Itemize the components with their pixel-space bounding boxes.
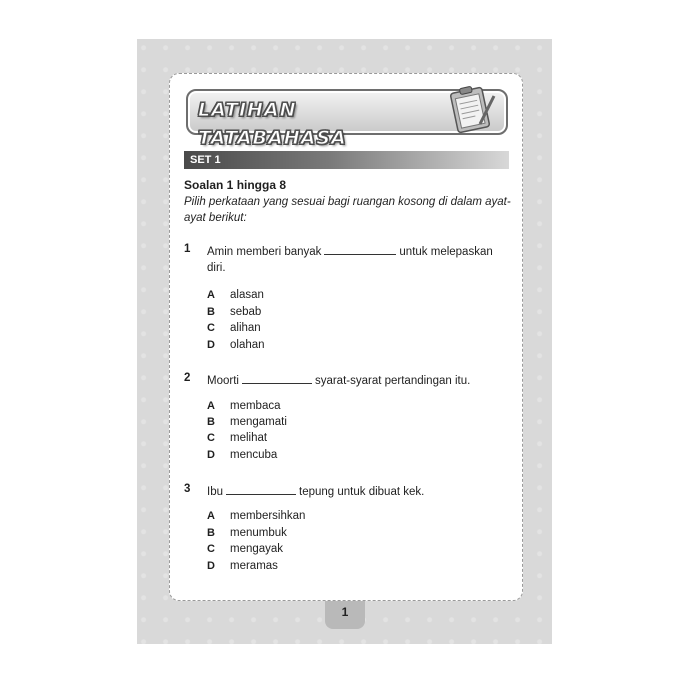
option-text: alasan: [230, 289, 264, 301]
question-text: [207, 243, 512, 276]
option-letter: C: [207, 432, 215, 444]
set-label: SET 1: [190, 154, 221, 166]
section-title: Soalan 1 hingga 8: [184, 178, 287, 192]
question-text-before: Amin memberi banyak: [207, 246, 322, 258]
option-text: olahan: [230, 339, 265, 351]
page-number: 1: [341, 605, 349, 619]
set-header-bar: [184, 151, 509, 169]
option-letter: D: [207, 339, 215, 351]
option-letter: C: [207, 543, 215, 555]
clipboard-icon: [440, 84, 500, 136]
option-text: menumbuk: [230, 527, 287, 539]
question-text: [207, 372, 512, 389]
page-title: LATIHAN TATABAHASA: [198, 99, 347, 149]
option-letter: D: [207, 560, 215, 572]
option-text: membaca: [230, 400, 281, 412]
option-letter: B: [207, 416, 215, 428]
option-letter: B: [207, 306, 215, 318]
option-text: mengamati: [230, 416, 287, 428]
section-instruction: Pilih perkataan yang sesuai bagi ruangan kosong di dalam ayat-ayat berikut:: [184, 196, 511, 224]
answer-blank: [242, 372, 312, 384]
option-letter: A: [207, 510, 215, 522]
question-number: 2: [184, 372, 191, 384]
option-letter: A: [207, 289, 215, 301]
option-text: sebab: [230, 306, 262, 318]
option-letter: B: [207, 527, 215, 539]
option-text: meramas: [230, 560, 278, 572]
option-text: mengayak: [230, 543, 284, 555]
question-number: 1: [184, 243, 191, 255]
question-text-before: Ibu: [207, 486, 223, 498]
option-letter: A: [207, 400, 215, 412]
option-letter: D: [207, 449, 215, 461]
question-number: 3: [184, 483, 191, 495]
question-text-line2: diri.: [207, 262, 226, 274]
option-text: mencuba: [230, 449, 278, 461]
option-text: membersihkan: [230, 510, 306, 522]
question-text-after: syarat-syarat pertandingan itu.: [314, 375, 471, 387]
option-text: melihat: [230, 432, 268, 444]
question-text: [207, 483, 512, 500]
answer-blank: [226, 483, 296, 495]
option-letter: C: [207, 322, 215, 334]
answer-blank: [324, 243, 396, 255]
option-text: alihan: [230, 322, 261, 334]
question-text-after: tepung untuk dibuat kek.: [299, 486, 425, 498]
question-text-before: Moorti: [207, 375, 239, 387]
question-text-after: untuk melepaskan: [399, 246, 493, 258]
